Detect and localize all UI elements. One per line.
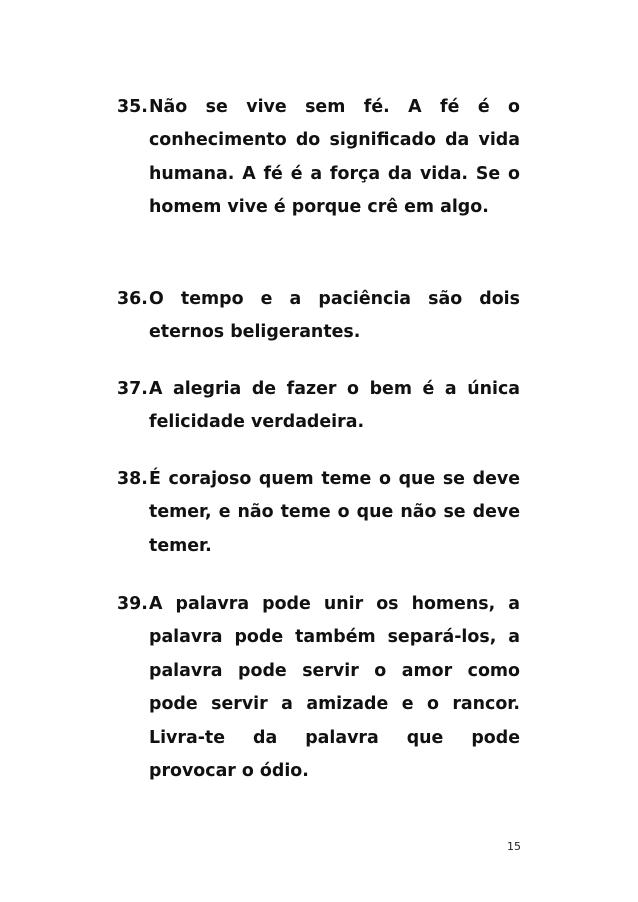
page-number: 15 <box>507 840 521 853</box>
paragraph-38 <box>117 463 520 563</box>
paragraph-36 <box>117 283 520 350</box>
paragraph-body: A palavra pode unir os homens, a palavra pode também separá-los, a palavra pode servir o amor como pode servir a amizade e o rancor. Livra-te da palavra que pode provocar o ódio. <box>149 594 520 782</box>
paragraph-39 <box>117 588 520 788</box>
paragraph-body: O tempo e a paciência são dois eternos beligerantes. <box>149 289 520 343</box>
paragraph-number: 38. <box>117 469 148 489</box>
paragraph-35-text <box>117 91 520 225</box>
paragraph-38-text <box>117 463 520 563</box>
paragraph-number: 35. <box>117 97 148 117</box>
paragraph-number: 39. <box>117 594 148 614</box>
paragraph-body: Não se vive sem fé. A fé é o conhecimento do significado da vida humana. A fé é a força da vida. Se o homem vive é porque crê em algo. <box>149 97 520 218</box>
paragraph-body: A alegria de fazer o bem é a única felicidade verdadeira. <box>149 379 520 433</box>
paragraph-36-text <box>117 283 520 350</box>
paragraph-37 <box>117 373 520 440</box>
paragraph-35 <box>117 91 520 225</box>
paragraph-body: É corajoso quem teme o que se deve temer, e não teme o que não se deve temer. <box>149 469 520 556</box>
paragraph-37-text <box>117 373 520 440</box>
paragraph-39-text <box>117 588 520 788</box>
paragraph-number: 36. <box>117 289 148 309</box>
paragraph-number: 37. <box>117 379 148 399</box>
